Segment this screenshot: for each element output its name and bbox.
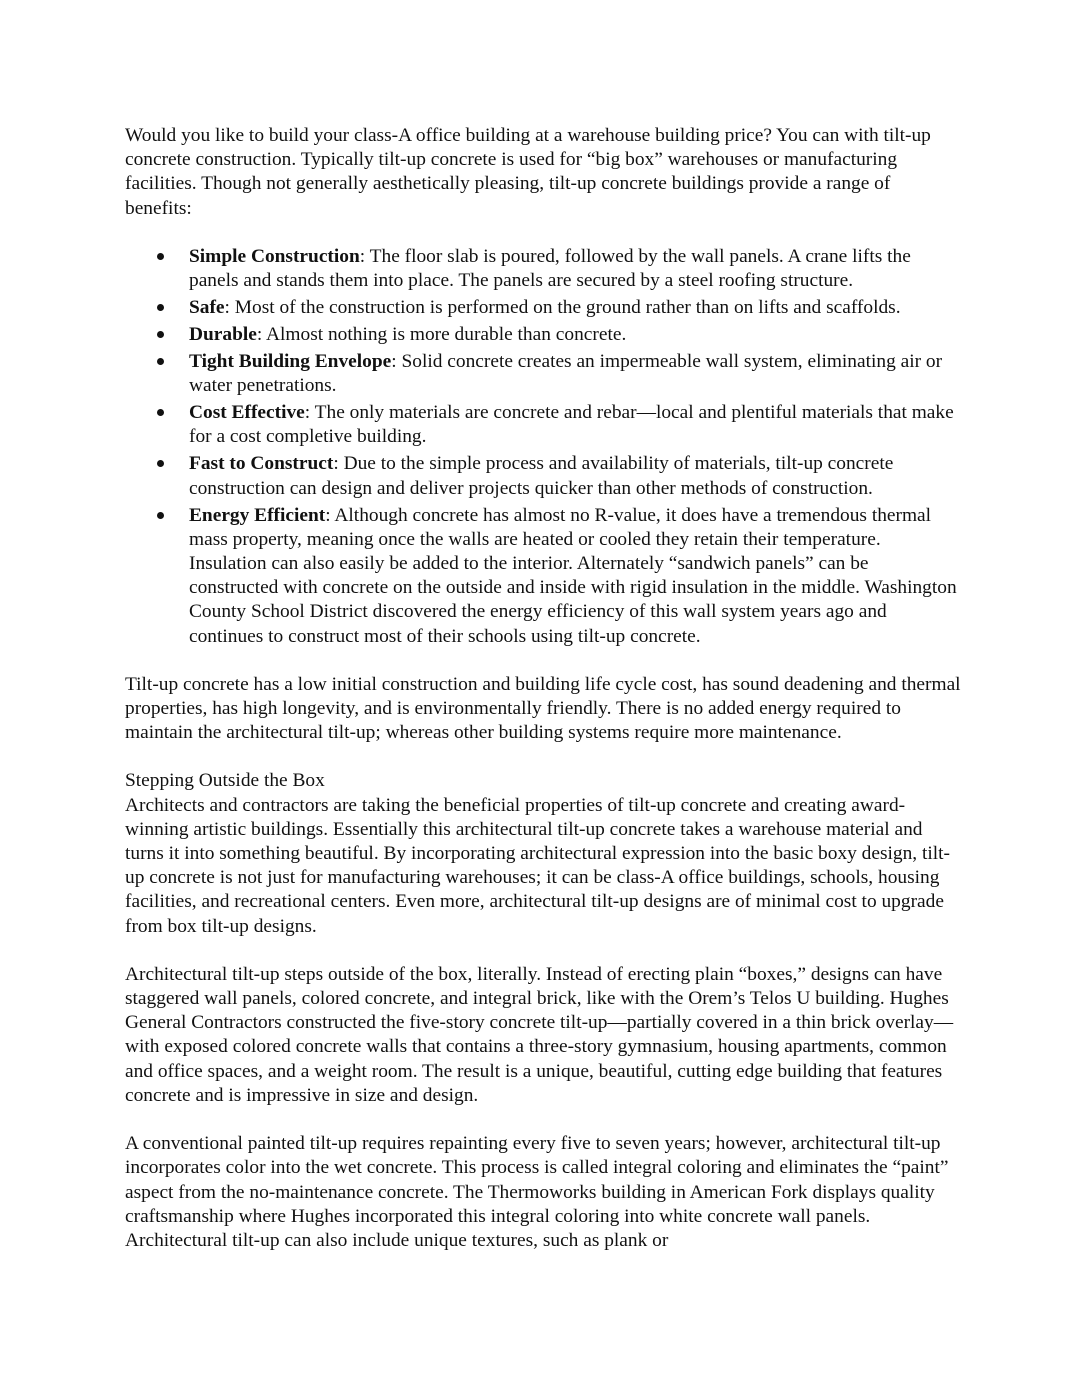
- benefit-text: : Due to the simple process and availability of materials, tilt-up concrete construction can design and deliver projects quicker than other methods of construction.: [189, 453, 894, 499]
- list-item: [125, 401, 961, 449]
- list-item: [125, 245, 961, 293]
- benefit-term: Simple Construction: [189, 245, 360, 267]
- bullet-icon: [157, 460, 164, 467]
- bullet-icon: [157, 304, 164, 311]
- list-item: [125, 452, 961, 500]
- benefit-term: Cost Effective: [189, 402, 305, 424]
- section-paragraph: Architectural tilt-up steps outside of the box, literally. Instead of erecting plain “boxes,” designs can have staggered wall panels, colored concrete, and integral brick, like with the Orem’s Telos U building. Hughes General Contractors constructed the five-story concrete tilt-up—partially covered in a thin brick overlay—with exposed colored concrete walls that contains a three-story gymnasium, housing apartments, common and office spaces, and a weight room. The result is a unique, beautiful, cutting edge building that features concrete and is impressive in size and design.: [125, 963, 954, 1106]
- list-item: [125, 296, 961, 320]
- benefit-text: : Solid concrete creates an impermeable wall system, eliminating air or water penetrations.: [189, 351, 943, 397]
- benefit-term: Energy Efficient: [189, 504, 326, 526]
- benefit-text: : Most of the construction is performed on the ground rather than on lifts and scaffolds.: [224, 297, 901, 319]
- list-item: [125, 323, 961, 347]
- benefit-term: Tight Building Envelope: [189, 351, 392, 373]
- benefit-text: : Although concrete has almost no R-value, it does have a tremendous thermal mass property, meaning once the walls are heated or cooled they retain their temperature. Insulation can also easily be added to the interior. Alternately “sandwich panels” can be constructed with concrete on the outside and inside with rigid insulation in the middle. Washington County School District discovered the energy efficiency of this wall system years ago and continues to construct most of their schools using tilt-up concrete.: [189, 504, 957, 647]
- bullet-icon: [157, 358, 164, 365]
- intro-paragraph: Would you like to build your class-A office building at a warehouse building price? You can with tilt-up concrete construction. Typically tilt-up concrete is used for “big box” warehouses or manufacturing facilities. Though not generally aesthetically pleasing, tilt-up concrete buildings provide a range of benefits:: [125, 125, 931, 219]
- document-body: [125, 124, 961, 1277]
- bullet-icon: [157, 253, 164, 260]
- section-paragraph: Architects and contractors are taking the beneficial properties of tilt-up concrete and creating award-winning artistic buildings. Essentially this architectural tilt-up concrete takes a warehouse material and turns it into something beautiful. By incorporating architectural expression into the basic boxy design, tilt-up concrete is not just for manufacturing warehouses; it can be class-A office buildings, schools, housing facilities, and recreational centers. Even more, architectural tilt-up designs are of minimal cost to upgrade from box tilt-up designs.: [125, 794, 951, 937]
- bullet-icon: [157, 331, 164, 338]
- summary-paragraph: Tilt-up concrete has a low initial construction and building life cycle cost, has sound deadening and thermal properties, has high longevity, and is environmentally friendly. There is no added energy required to maintain the architectural tilt-up; whereas other building systems require more maintenance.: [125, 673, 961, 744]
- list-item: [125, 350, 961, 398]
- bullet-icon: [157, 512, 164, 519]
- benefit-term: Fast to Construct: [189, 453, 334, 475]
- list-item: [125, 504, 961, 649]
- bullet-icon: [157, 409, 164, 416]
- benefit-term: Durable: [189, 324, 257, 346]
- benefit-text: : Almost nothing is more durable than concrete.: [256, 324, 627, 346]
- benefit-text: : The floor slab is poured, followed by the wall panels. A crane lifts the panels and stands them into place. The panels are secured by a steel roofing structure.: [189, 245, 911, 292]
- section-heading: Stepping Outside the Box: [125, 770, 325, 792]
- section-paragraph: A conventional painted tilt-up requires repainting every five to seven years; however, architectural tilt-up incorporates color into the wet concrete. This process is called integral coloring and eliminates the “paint” aspect from the no-maintenance concrete. The Thermoworks building in American Fork displays quality craftsmanship where Hughes incorporated this integral coloring into white concrete wall panels. Architectural tilt-up can also include unique textures, such as plank or: [125, 1133, 949, 1251]
- benefit-text: : The only materials are concrete and rebar—local and plentiful materials that make for a cost completive building.: [189, 402, 954, 448]
- benefit-term: Safe: [189, 297, 225, 319]
- benefits-list: [125, 245, 961, 649]
